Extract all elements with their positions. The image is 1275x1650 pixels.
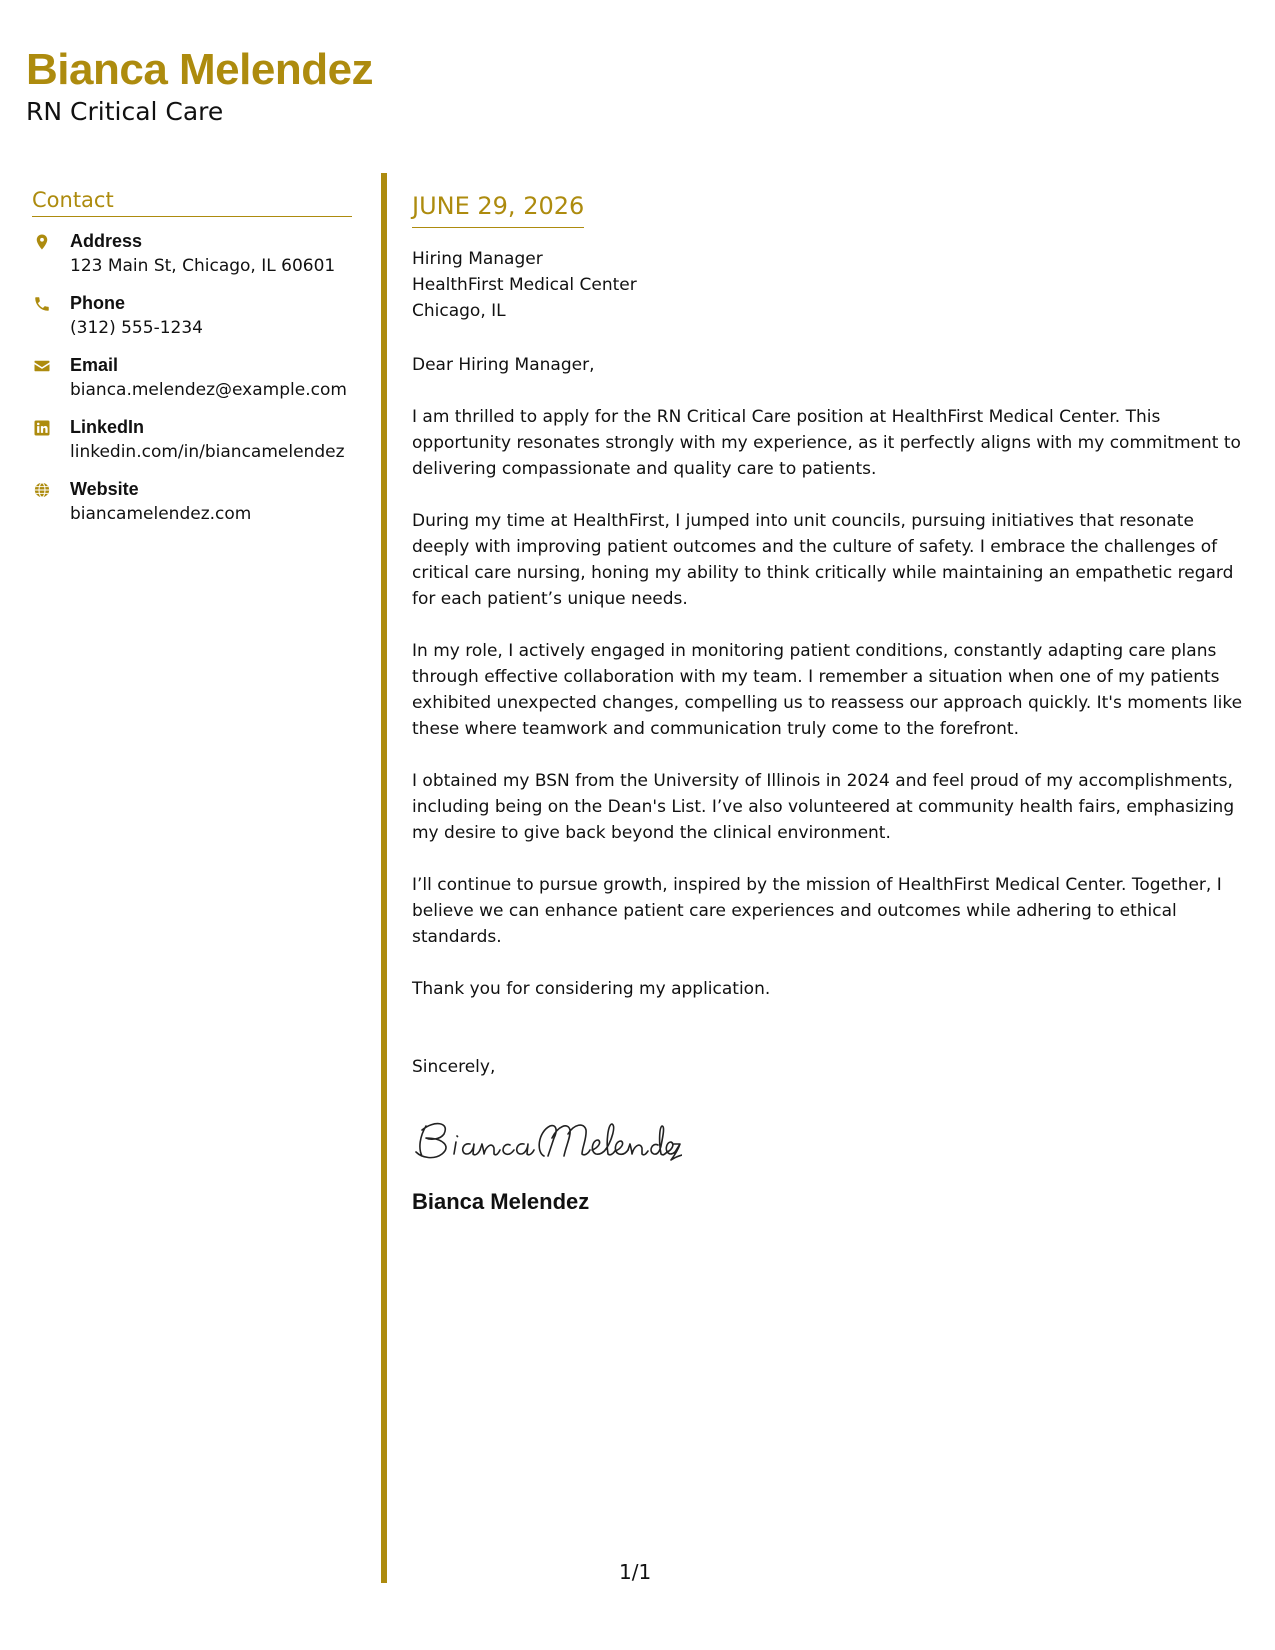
- letter-body: [412, 190, 1252, 1216]
- recipient-block: [412, 246, 1252, 324]
- contact-item-phone: [32, 291, 352, 340]
- recipient-line: HealthFirst Medical Center: [412, 275, 637, 295]
- signer-name: Bianca Melendez: [412, 1189, 590, 1214]
- map-pin-icon: [32, 232, 52, 252]
- linkedin-value[interactable]: linkedin.com/in/biancamelendez: [70, 442, 345, 462]
- phone-icon: [32, 294, 52, 314]
- applicant-role: RN Critical Care: [26, 97, 224, 127]
- closing: Sincerely,: [412, 1057, 496, 1077]
- envelope-icon: [32, 356, 52, 376]
- letter-paragraph: I obtained my BSN from the University of Illinois in 2024 and feel proud of my accomplishments, including being on the Dean's List. I’ve also volunteered at community health fairs, emphasizing my desire to give back beyond the clinical environment.: [412, 771, 1235, 843]
- contact-label: Address: [70, 231, 143, 251]
- letter-paragraph: I’ll continue to pursue growth, inspired by the mission of HealthFirst Medical Center. Together, I believe we can enhance patient care experiences and outcomes while adhering to ethical standards.: [412, 875, 1222, 947]
- contact-label: Website: [70, 479, 139, 499]
- letter-paragraph: I am thrilled to apply for the RN Critical Care position at HealthFirst Medical Center. This opportunity resonates strongly with my experience, as it perfectly aligns with my commitment to delivering compassionate and quality care to patients.: [412, 407, 1241, 479]
- letter-paragraph: During my time at HealthFirst, I jumped into unit councils, pursuing initiatives that resonate deeply with improving patient outcomes and the culture of safety. I embrace the challenges of critical care nursing, honing my ability to think critically while maintaining an empathetic regard for each patient’s unique needs.: [412, 511, 1234, 609]
- contact-item-address: [32, 229, 352, 278]
- recipient-line: Hiring Manager: [412, 249, 543, 269]
- letter-paragraph: Thank you for considering my application.: [412, 979, 771, 999]
- globe-icon: [32, 480, 52, 500]
- letter-header: [26, 46, 373, 128]
- address-value: 123 Main St, Chicago, IL 60601: [70, 256, 336, 276]
- contact-section-title: Contact: [32, 188, 352, 217]
- letter-date: JUNE 29, 2026: [412, 190, 584, 228]
- recipient-line: Chicago, IL: [412, 301, 506, 321]
- vertical-divider: [381, 173, 387, 1583]
- contact-item-website: [32, 477, 352, 526]
- salutation: Dear Hiring Manager,: [412, 355, 595, 375]
- contact-item-linkedin: [32, 415, 352, 464]
- phone-value[interactable]: (312) 555-1234: [70, 318, 203, 338]
- website-value[interactable]: biancamelendez.com: [70, 504, 252, 524]
- contact-item-email: [32, 353, 352, 402]
- signature-drawing: [412, 1112, 682, 1164]
- applicant-name: Bianca Melendez: [26, 45, 374, 94]
- contact-label: LinkedIn: [70, 417, 145, 437]
- handwritten-signature: [412, 1112, 692, 1172]
- letter-paragraph: In my role, I actively engaged in monitoring patient conditions, constantly adapting care plans through effective collaboration with my team. I remember a situation when one of my patients exhibited unexpected changes, compelling us to reassess our approach quickly. It's moments like these where teamwork and communication truly come to the forefront.: [412, 641, 1243, 739]
- contact-label: Email: [70, 355, 119, 375]
- contact-label: Phone: [70, 293, 126, 313]
- email-value[interactable]: bianca.melendez@example.com: [70, 380, 347, 400]
- page-number: 1/1: [619, 1560, 652, 1584]
- linkedin-icon: [32, 418, 52, 438]
- contact-sidebar: [32, 188, 352, 539]
